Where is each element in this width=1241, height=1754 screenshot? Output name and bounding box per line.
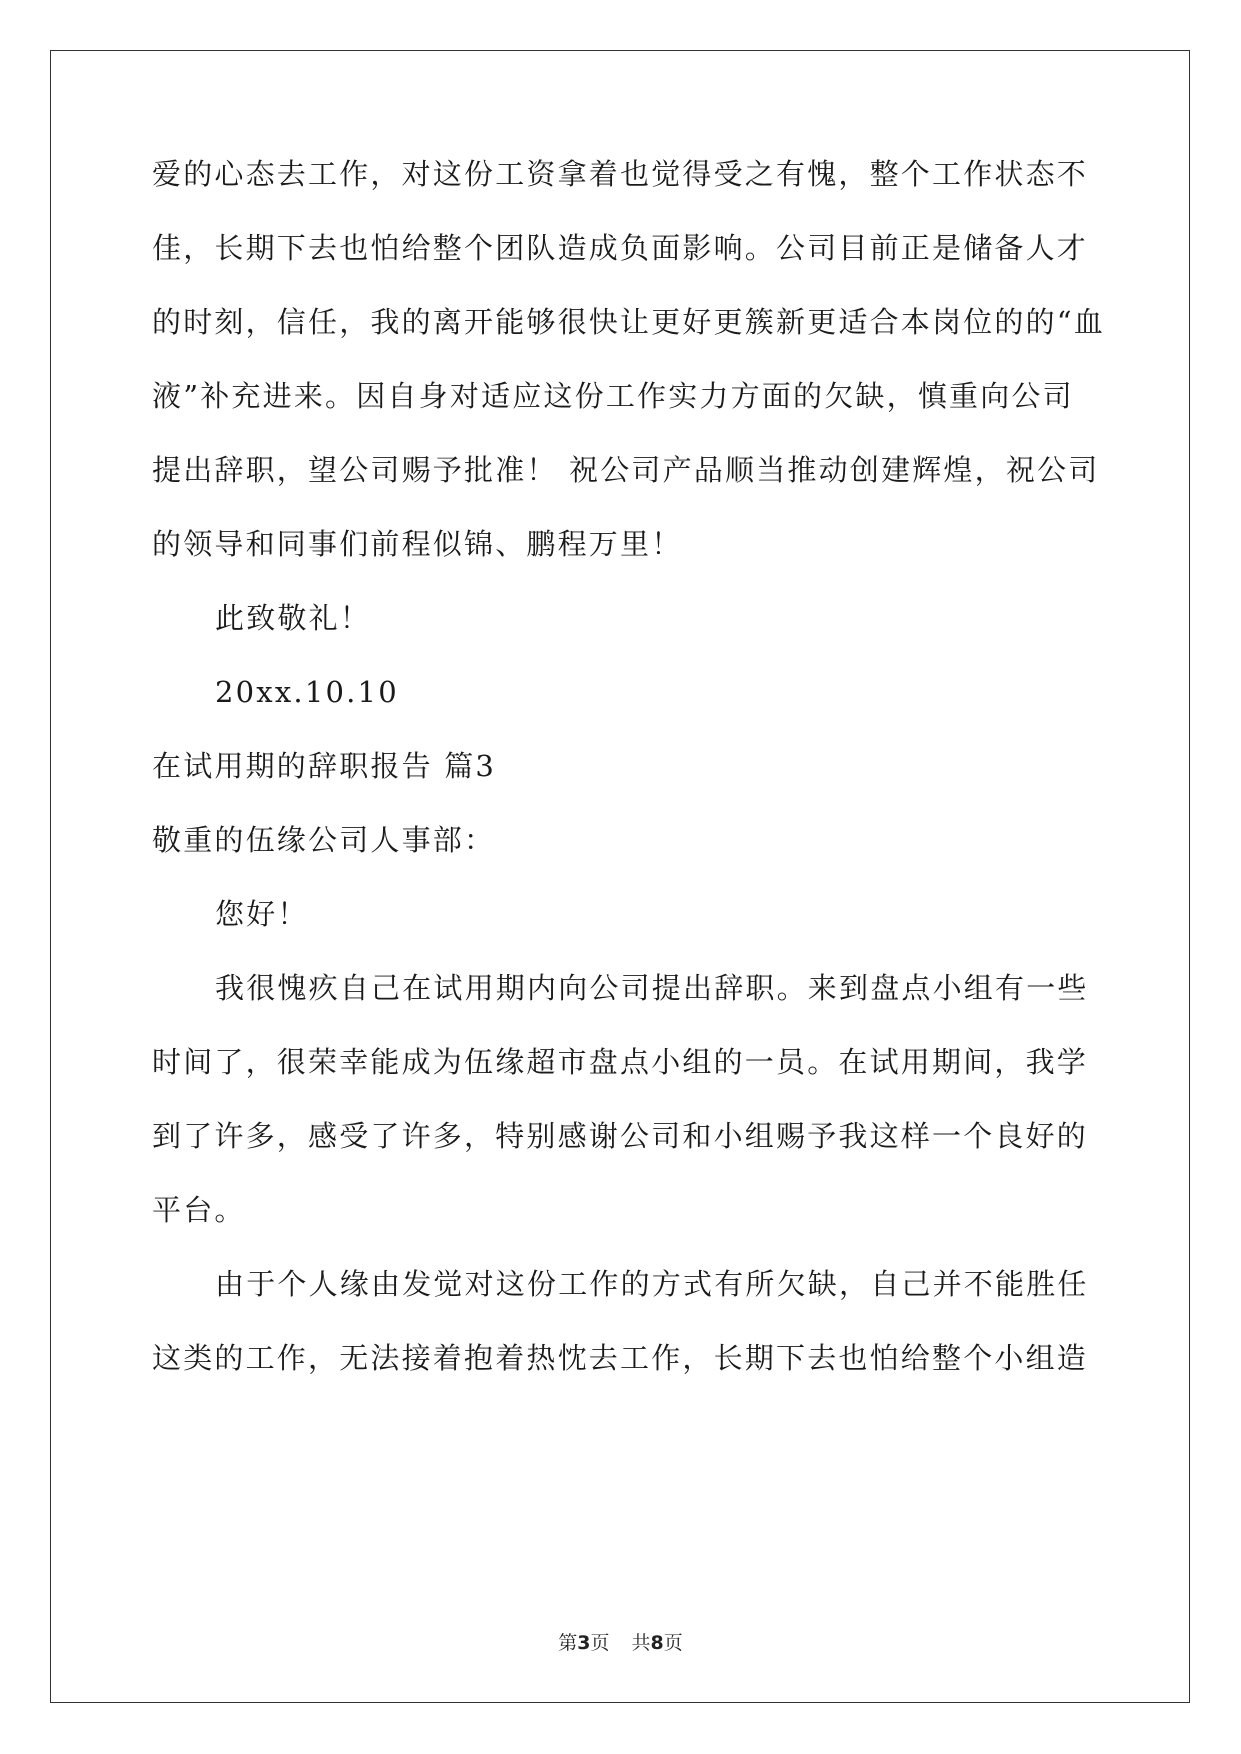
letter-date: 20xx.10.10 <box>215 675 399 709</box>
paragraph-line: 这类的工作，无法接着抱着热忱去工作，长期下去也怕给整个小组造 <box>152 1341 1089 1375</box>
footer-page-prefix: 第 <box>558 1632 578 1654</box>
letter-addressee: 敬重的伍缘公司人事部： <box>152 823 496 857</box>
page-border <box>50 50 1190 1703</box>
paragraph-line: 爱的心态去工作，对这份工资拿着也觉得受之有愧，整个工作状态不 <box>152 157 1089 191</box>
paragraph-line: 提出辞职，望公司赐予批准！ 祝公司产品顺当推动创建辉煌，祝公司 <box>152 453 1100 487</box>
paragraph-line: 由于个人缘由发觉对这份工作的方式有所欠缺，自己并不能胜任 <box>215 1267 1089 1301</box>
greeting: 您好！ <box>215 897 309 931</box>
paragraph-line: 的领导和同事们前程似锦、鹏程万里！ <box>152 527 683 561</box>
paragraph-line: 液”补充进来。因自身对适应这份工作实力方面的欠缺，慎重向公司 <box>152 379 1074 413</box>
section-heading: 在试用期的辞职报告 篇3 <box>152 749 497 783</box>
footer-page-suffix: 页 <box>590 1632 610 1654</box>
paragraph-line: 佳，长期下去也怕给整个团队造成负面影响。公司目前正是储备人才 <box>152 231 1089 265</box>
footer-total-suffix: 页 <box>663 1632 683 1654</box>
page-footer <box>0 1628 1241 1655</box>
paragraph-line: 平台。 <box>152 1193 246 1227</box>
paragraph-line: 到了许多，感受了许多，特别感谢公司和小组赐予我这样一个良好的 <box>152 1119 1089 1153</box>
footer-total-prefix: 共 <box>631 1632 651 1654</box>
paragraph-line: 我很愧疚自己在试用期内向公司提出辞职。来到盘点小组有一些 <box>215 971 1089 1005</box>
closing-salutation: 此致敬礼！ <box>215 601 372 635</box>
paragraph-line: 的时刻，信任，我的离开能够很快让更好更簇新更适合本岗位的的“血 <box>152 305 1106 339</box>
footer-page-total: 8 <box>650 1632 664 1654</box>
paragraph-line: 时间了，很荣幸能成为伍缘超市盘点小组的一员。在试用期间，我学 <box>152 1045 1089 1079</box>
footer-page-current: 3 <box>577 1632 591 1654</box>
